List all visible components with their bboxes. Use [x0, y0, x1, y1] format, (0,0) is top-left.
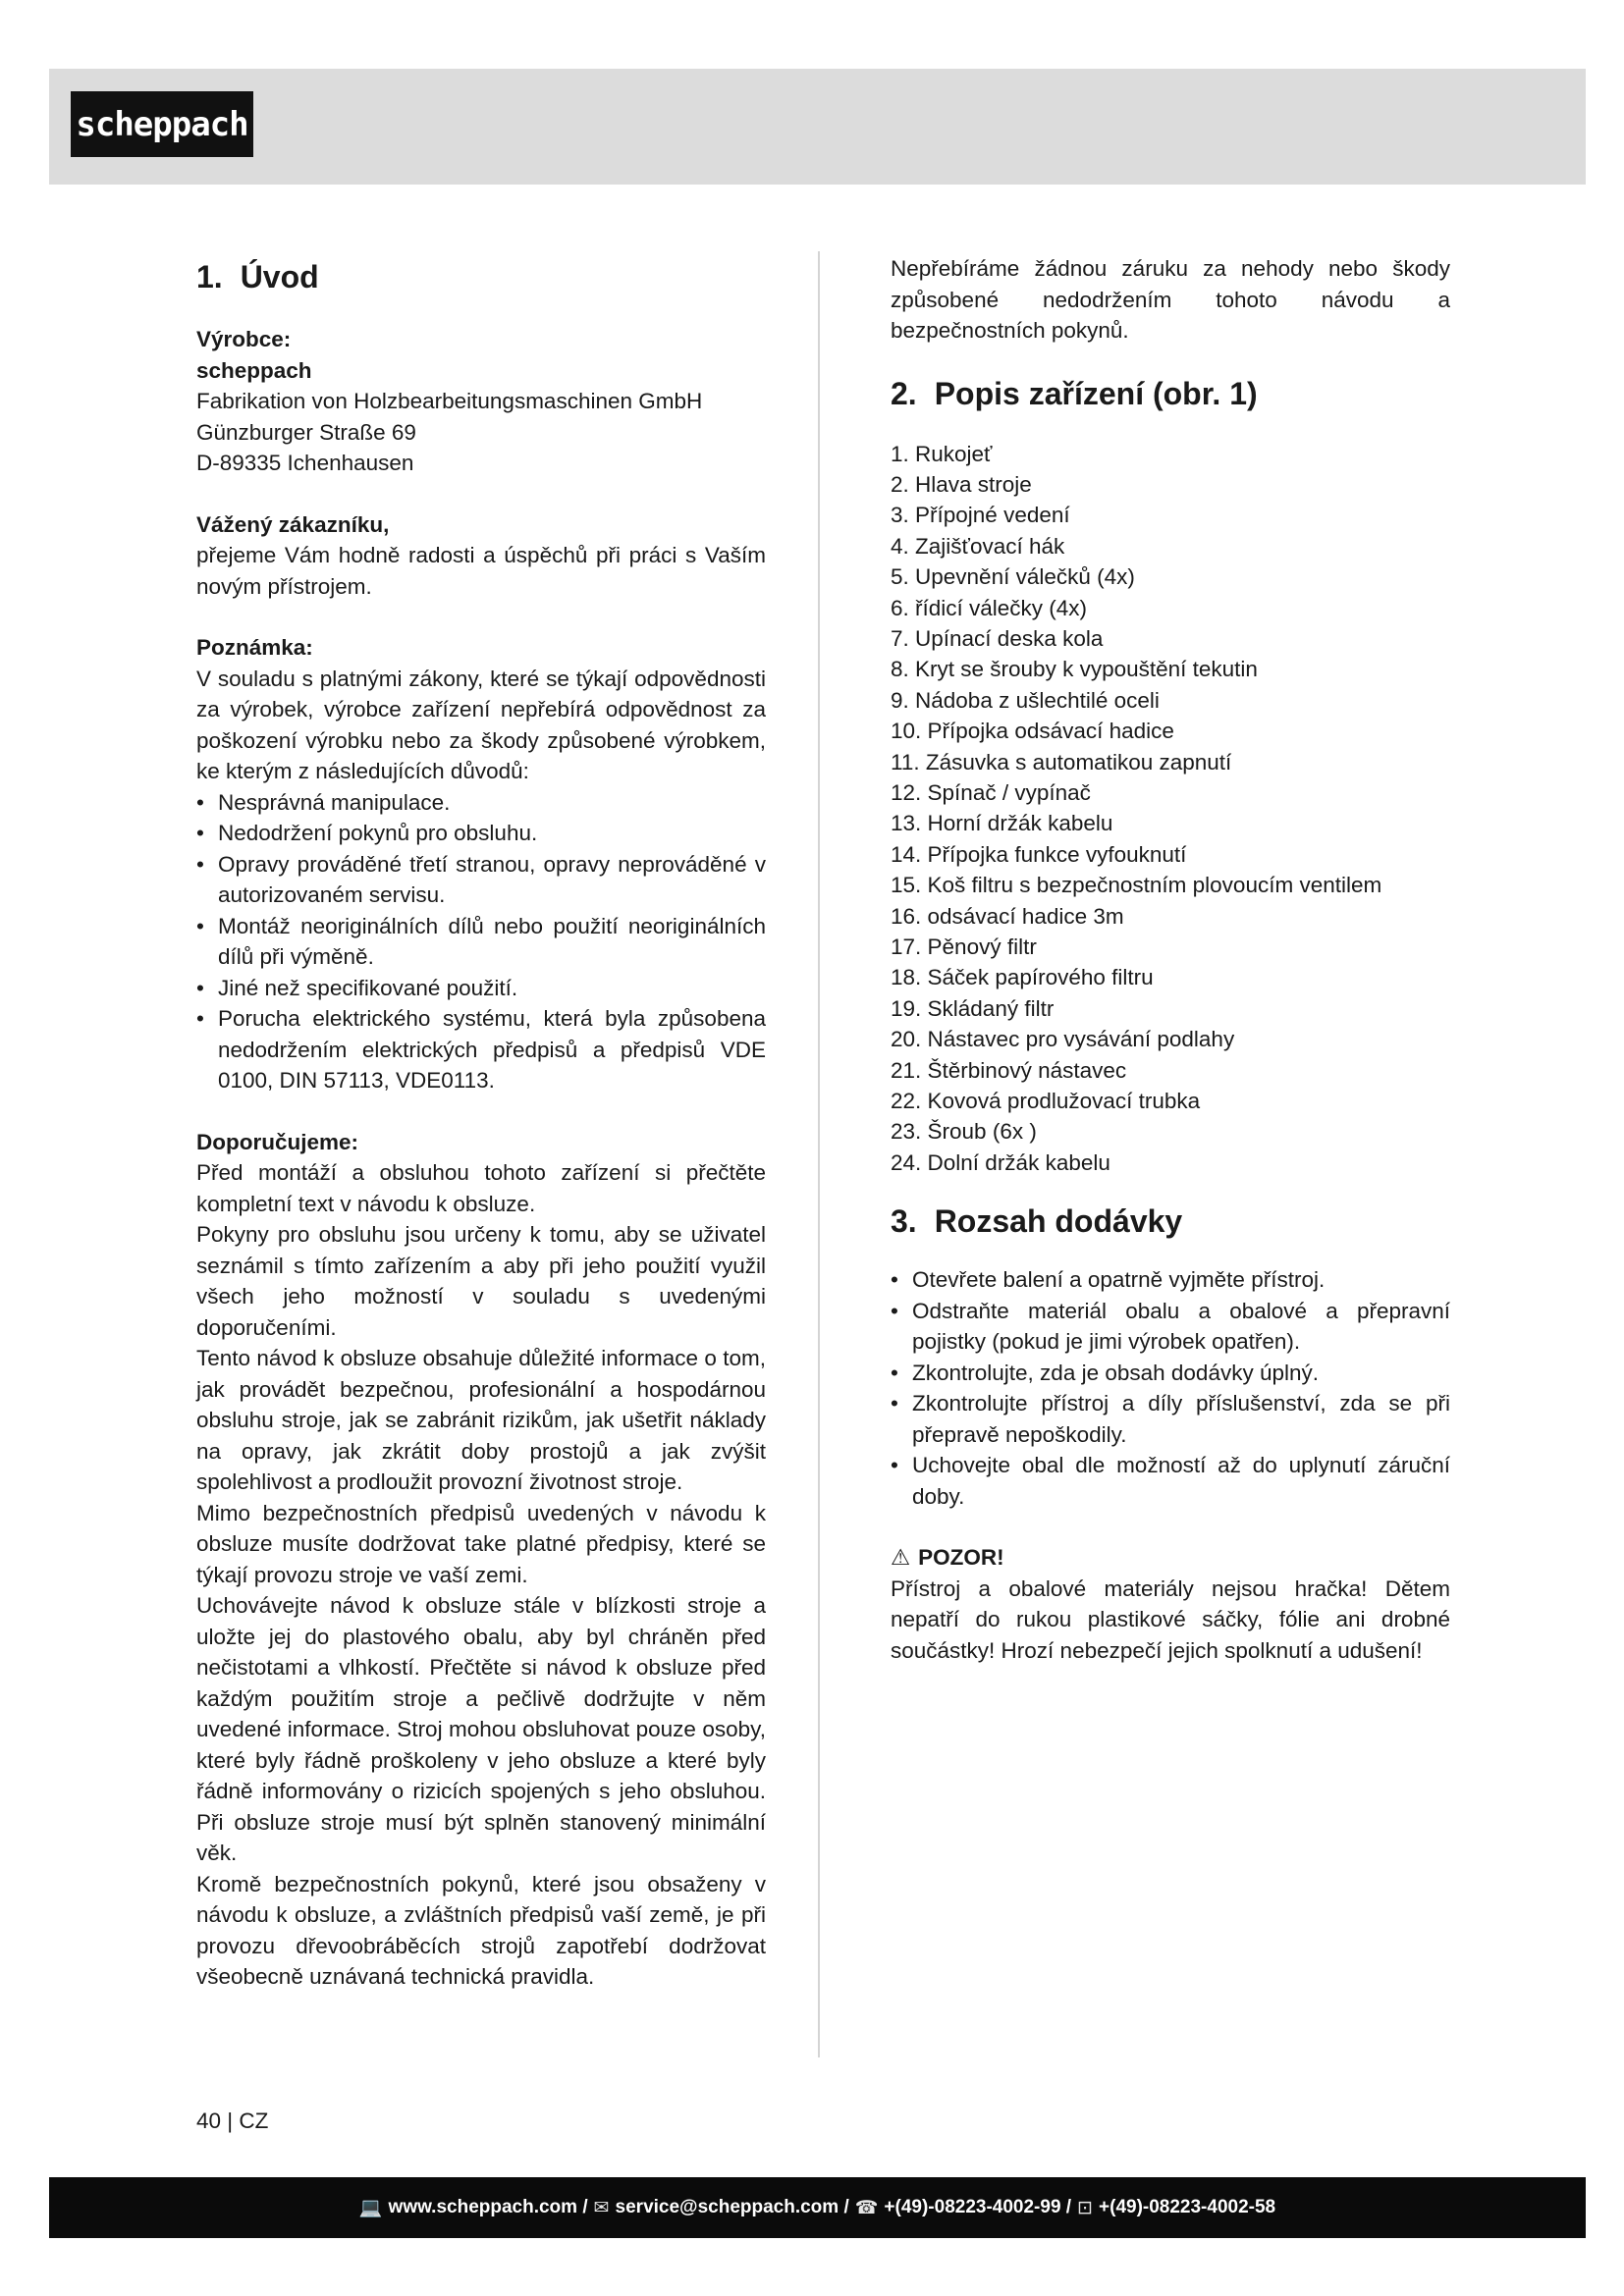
list-item: 14. Přípojka funkce vyfouknutí	[891, 841, 1187, 867]
list-item: 5. Upevnění válečků (4x)	[891, 564, 1135, 590]
section-1-heading: 1. Úvod	[196, 259, 319, 294]
list-item: 15. Koš filtru s bezpečnostním plovoucím ventilem	[891, 873, 1382, 898]
manufacturer-label: Výrobce:	[196, 327, 292, 351]
computer-icon: 💻	[358, 2198, 383, 2218]
list-item: • Zkontrolujte přístroj a díly příslušenství, zda se při přepravě nepoškodily.	[891, 1388, 1450, 1450]
list-item: 23. Šroub (6x )	[891, 1119, 1037, 1145]
address-line: D-89335 Ichenhausen	[196, 451, 414, 475]
list-item: 1. Rukojeť	[891, 441, 993, 466]
list-item: 21. Štěrbinový nástavec	[891, 1057, 1127, 1083]
paragraph: Uchovávejte návod k obsluze stále v blízkosti stroje a uložte jej do plastového obalu, aby byl chráněn před nečistotami a vlhkostí. Přečtěte si návod k obsluze před každým použitím stroje a pečlivě dodržujte v něm uvedené informace. Stroj mohou obsluhovat pouze osoby, které byly řádně proškoleny v jeho obsluze a které byly řádně informovány o rizicích spojených s jeho obsluhou. Při obsluze stroje musí být splněn stanovený minimální věk.	[196, 1593, 766, 1865]
list-item: 3. Přípojné vedení	[891, 503, 1070, 528]
header-bar	[49, 69, 1586, 185]
warning-label: POZOR!	[918, 1545, 1004, 1571]
list-item: • Zkontrolujte, zda je obsah dodávky úplný.	[891, 1358, 1450, 1389]
list-item: 20. Nástavec pro vysávání podlahy	[891, 1027, 1235, 1052]
right-column	[891, 253, 1450, 1666]
list-item: 8. Kryt se šrouby k vypouštění tekutin	[891, 657, 1258, 682]
warning-icon: ⚠	[891, 1545, 911, 1571]
list-item: 24. Dolní držák kabelu	[891, 1149, 1110, 1175]
paragraph: Před montáží a obsluhou tohoto zařízení si přečtěte kompletní text v návodu k obsluze.	[196, 1160, 766, 1216]
list-item: 17. Pěnový filtr	[891, 934, 1037, 959]
customer-label: Vážený zákazníku,	[196, 511, 390, 537]
paragraph: Tento návod k obsluze obsahuje důležité informace o tom, jak provádět bezpečnou, profesionální a hospodárnou obsluhu stroje, jak se zabránit rizikům, jak ušetřit náklady na opravy, jak zkrátit doby prostojů a jak zvýšit spolehlivost a prodloužit provozní životnost stroje.	[196, 1346, 766, 1494]
email-link[interactable]: service@scheppach.com /	[615, 2197, 849, 2217]
website-link[interactable]: www.scheppach.com /	[388, 2197, 588, 2217]
list-item: 2. Hlava stroje	[891, 471, 1032, 497]
footer-bar	[49, 2177, 1586, 2238]
list-item: 7. Upínací deska kola	[891, 625, 1104, 651]
liability-list	[196, 787, 766, 1096]
fax-icon: ⊡	[1077, 2197, 1094, 2218]
logo-text: scheppach	[76, 104, 248, 144]
warning-text: Přístroj a obalové materiály nejsou hračka! Dětem nepatří do rukou plastikové sáčky, fólie ani drobné součástky! Hrozí nebezpečí jejich spolknutí a udušení!	[891, 1575, 1450, 1663]
warning-heading	[891, 1542, 1450, 1574]
customer-text: přejeme Vám hodně radosti a úspěchů při práci s Vaším novým přístrojem.	[196, 543, 766, 599]
parts-list	[891, 439, 1450, 1179]
list-item: • Otevřete balení a opatrně vyjměte přístroj.	[891, 1264, 1450, 1296]
phone-icon: ☎	[854, 2197, 879, 2218]
address-line: Günzburger Straße 69	[196, 419, 416, 445]
paragraph: Kromě bezpečnostních pokynů, které jsou obsaženy v návodu k obsluze, a zvláštních předpisů vaší země, je při provozu dřevoobráběcích strojů zapotřebí dodržovat všeobecně uznávaná technická pravidla.	[196, 1871, 766, 1989]
list-item: • Odstraňte materiál obalu a obalové a přepravní pojistky (pokud je jimi výrobek opatřen).	[891, 1296, 1450, 1358]
list-item: • Montáž neoriginálních dílů nebo použití neoriginálních dílů při výměně.	[196, 911, 766, 973]
list-item: 6. řídicí válečky (4x)	[891, 595, 1088, 620]
list-item: 11. Zásuvka s automatikou zapnutí	[891, 749, 1232, 774]
manufacturer-name: scheppach	[196, 357, 312, 383]
section-3-heading: 3. Rozsah dodávky	[891, 1203, 1183, 1240]
list-item: 22. Kovová prodlužovací trubka	[891, 1089, 1201, 1114]
fax-number: +(49)-08223-4002-58	[1099, 2197, 1276, 2217]
left-column	[196, 253, 766, 1993]
phone-number: +(49)-08223-4002-99 /	[884, 2197, 1072, 2217]
paragraph: Pokyny pro obsluhu jsou určeny k tomu, aby se uživatel seznámil s tímto zařízením a aby při jeho použití využil všech jeho možností v souladu s uvedenými doporučeními.	[196, 1222, 766, 1340]
paragraph: Mimo bezpečnostních předpisů uvedených v návodu k obsluze musíte dodržovat take platné předpisy, které se týkají provozu stroje ve vaší zemi.	[196, 1500, 766, 1587]
mail-icon: ✉	[593, 2197, 610, 2218]
list-item: 16. odsávací hadice 3m	[891, 903, 1124, 929]
list-item: 12. Spínač / vypínač	[891, 779, 1091, 805]
column-divider	[818, 251, 820, 2057]
disclaimer-text: Nepřebíráme žádnou záruku za nehody nebo škody způsobené nedodržením tohoto návodu a bezpečnostních pokynů.	[891, 256, 1450, 343]
address-line: Fabrikation von Holzbearbeitungsmaschinen GmbH	[196, 389, 703, 413]
delivery-list	[891, 1264, 1450, 1512]
section-2-heading: 2. Popis zařízení (obr. 1)	[891, 375, 1258, 411]
list-item: • Nedodržení pokynů pro obsluhu.	[196, 818, 766, 849]
list-item: • Nesprávná manipulace.	[196, 787, 766, 819]
list-item: 18. Sáček papírového filtru	[891, 965, 1154, 990]
note-label: Poznámka:	[196, 635, 313, 660]
list-item: 4. Zajišťovací hák	[891, 533, 1065, 559]
list-item: • Opravy prováděné třetí stranou, opravy neprováděné v autorizovaném servisu.	[196, 849, 766, 911]
list-item: 13. Horní držák kabelu	[891, 811, 1113, 836]
list-item: 19. Skládaný filtr	[891, 995, 1055, 1021]
page-number: 40 | CZ	[196, 2109, 269, 2133]
brand-logo	[71, 91, 253, 157]
list-item: 10. Přípojka odsávací hadice	[891, 719, 1174, 744]
list-item: • Porucha elektrického systému, která byla způsobena nedodržením elektrických předpisů a předpisů VDE 0100, DIN 57113, VDE0113.	[196, 1003, 766, 1096]
note-text: V souladu s platnými zákony, které se týkají odpovědnosti za výrobek, výrobce zařízení nepřebírá odpovědnost za poškození výrobku nebo za škody způsobené výrobkem, ke kterým z následujících důvodů:	[196, 666, 766, 783]
list-item: • Uchovejte obal dle možností až do uplynutí záruční doby.	[891, 1450, 1450, 1512]
recommend-label: Doporučujeme:	[196, 1129, 359, 1154]
list-item: 9. Nádoba z ušlechtilé oceli	[891, 687, 1160, 713]
list-item: • Jiné než specifikované použití.	[196, 973, 766, 1004]
